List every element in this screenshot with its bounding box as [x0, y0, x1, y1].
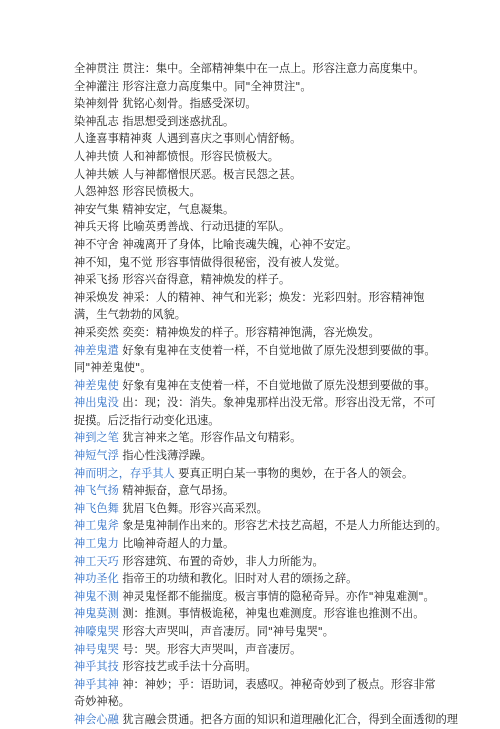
- idiom-definition: 神魂离开了身体，比喻丧魂失魄，心神不安定。: [122, 237, 358, 251]
- idiom-definition: 形容注意力高度集中。同"全神贯注"。: [122, 79, 312, 93]
- idiom-entry: [74, 429, 442, 447]
- idiom-entry: [74, 553, 442, 571]
- idiom-term-link[interactable]: 神号鬼哭: [74, 642, 119, 656]
- idiom-entry: [74, 465, 442, 483]
- idiom-entry: [74, 447, 442, 465]
- idiom-definition: 形容兴奋得意，精神焕发的样子。: [122, 273, 291, 287]
- idiom-definition: 指心性浅薄浮躁。: [122, 449, 212, 463]
- idiom-definition: 测：推测。事情极诡秘，神鬼也难测度。形容谁也推测不出。: [122, 607, 425, 621]
- idiom-term: 全神贯注: [74, 62, 119, 75]
- idiom-definition: 神灵鬼怪都不能揣度。极言事情的隐秘奇异。亦作"神鬼难测"。: [122, 589, 435, 603]
- idiom-term-link[interactable]: 神乎其神: [74, 677, 119, 691]
- idiom-definition: 号：哭。形容大声哭叫，声音凄厉。: [122, 642, 302, 656]
- idiom-term: 染神刻骨: [74, 97, 119, 111]
- idiom-term: 人逢喜事精神爽: [74, 132, 153, 146]
- idiom-term: 神兵天将: [74, 220, 119, 234]
- idiom-entry: [74, 711, 458, 729]
- idiom-definition: 指思想受到迷惑扰乱。: [122, 114, 235, 128]
- idiom-entry: [74, 148, 442, 166]
- idiom-term: 神采奕然: [74, 325, 119, 339]
- idiom-term: 全神灌注: [74, 79, 119, 93]
- idiom-term-link[interactable]: 神出鬼没: [74, 396, 119, 410]
- idiom-entry: [74, 394, 442, 429]
- idiom-definition: 人遇到喜庆之事则心情舒畅。: [155, 132, 302, 146]
- idiom-term-link[interactable]: 神鬼不测: [74, 589, 119, 603]
- idiom-entry: [74, 130, 442, 148]
- idiom-entry: [74, 218, 442, 236]
- idiom-definition: 形容技艺或手法十分高明。: [122, 660, 257, 674]
- idiom-definition: 形容建筑、布置的奇妙，非人力所能为。: [122, 554, 324, 568]
- idiom-definition: 形容事情做得很秘密，没有被人发觉。: [155, 255, 347, 269]
- idiom-definition: 犹言神来之笔。形容作品文句精彩。: [122, 431, 302, 445]
- idiom-definition: 象是鬼神制作出来的。形容艺术技艺高超，不是人力所能达到的。: [122, 519, 447, 533]
- idiom-definition: 好象有鬼神在支使着一样，不自觉地做了原先没想到要做的事。同"神差鬼使"。: [74, 343, 436, 375]
- idiom-entry: [74, 183, 442, 201]
- idiom-definition: 形容大声哭叫，声音凄厉。同"神号鬼哭"。: [122, 625, 334, 638]
- idiom-term-link[interactable]: 神功圣化: [74, 572, 119, 586]
- idiom-term: 神不知，鬼不觉: [74, 255, 153, 269]
- idiom-definition: 犹言融会贯通。把各方面的知识和道理融化汇合，得到全面透彻的理: [122, 712, 458, 726]
- idiom-definition: 好象有鬼神在支使着一样，不自觉地做了原先没想到要做的事。: [122, 378, 436, 392]
- idiom-term: 神不守舍: [74, 237, 119, 251]
- idiom-entry: [74, 588, 442, 606]
- idiom-term-link[interactable]: 神短气浮: [74, 449, 119, 463]
- idiom-term-link[interactable]: 神差鬼使: [74, 378, 119, 392]
- idiom-term: 人怨神怒: [74, 185, 119, 199]
- idiom-term-link[interactable]: 神乎其技: [74, 660, 119, 674]
- idiom-term-link[interactable]: 神工天巧: [74, 554, 119, 568]
- idiom-definition: 要真正明白某一事物的奥妙，在于各人的领会。: [178, 466, 414, 480]
- idiom-entry: [74, 517, 447, 535]
- idiom-entry: [74, 254, 442, 272]
- idiom-entry: [74, 605, 442, 623]
- idiom-term-link[interactable]: 神工鬼力: [74, 537, 119, 551]
- idiom-term-link[interactable]: 神飞气扬: [74, 484, 119, 498]
- idiom-definition: 人与神都憎恨厌恶。极言民怨之甚。: [122, 167, 302, 181]
- idiom-term-link[interactable]: 神而明之，存乎其人: [74, 466, 175, 480]
- idiom-entry: [74, 78, 442, 96]
- idiom-definition: 比喻英勇善战、行动迅捷的军队。: [122, 220, 291, 234]
- idiom-entry: [74, 95, 442, 113]
- idiom-term: 人神共嫉: [74, 167, 119, 181]
- idiom-term-link[interactable]: 神飞色舞: [74, 501, 119, 515]
- idiom-definition: 犹铭心刻骨。指感受深切。: [122, 97, 257, 111]
- idiom-entry: [74, 113, 442, 131]
- idiom-term-link[interactable]: 神鬼莫测: [74, 607, 119, 621]
- idiom-entry: [74, 641, 442, 659]
- idiom-term: 神采飞扬: [74, 273, 119, 287]
- idiom-definition: 神采：人的精神、神气和光彩；焕发：光彩四射。形容精神饱满，生气勃勃的风貌。: [74, 290, 425, 322]
- idiom-entry: [74, 324, 442, 342]
- idiom-entry: [74, 623, 442, 641]
- idiom-entry: [74, 676, 442, 711]
- idiom-definition: 比喻神奇超人的力量。: [122, 537, 235, 551]
- idiom-definition: 犹眉飞色舞。形容兴高采烈。: [122, 501, 268, 515]
- idiom-entry: [74, 60, 442, 78]
- idiom-entry: [74, 500, 442, 518]
- idiom-definition: 奕奕：精神焕发的样子。形容精神饱满，容光焕发。: [122, 325, 380, 339]
- idiom-term: 染神乱志: [74, 114, 119, 128]
- idiom-entry: [74, 289, 442, 324]
- idiom-term: 人神共愤: [74, 149, 119, 163]
- idiom-entry: [74, 482, 442, 500]
- idiom-entry: [74, 271, 442, 289]
- idiom-definition: 人和神都愤恨。形容民愤极大。: [122, 149, 279, 163]
- idiom-entry: [74, 535, 442, 553]
- idiom-list: [74, 60, 458, 729]
- idiom-definition: 贯注：集中。全部精神集中在一点上。形容注意力高度集中。: [122, 62, 425, 75]
- idiom-term-link[interactable]: 神到之笔: [74, 431, 119, 445]
- idiom-term-link[interactable]: 神差鬼遣: [74, 343, 119, 357]
- idiom-term-link[interactable]: 神工鬼斧: [74, 519, 119, 533]
- idiom-definition: 指帝王的功绩和教化。旧时对人君的颂扬之辞。: [122, 572, 358, 586]
- idiom-entry: [74, 570, 442, 588]
- idiom-entry: [74, 201, 442, 219]
- idiom-term-link[interactable]: 神嚎鬼哭: [74, 625, 119, 638]
- idiom-definition: 精神振奋，意气昂扬。: [122, 484, 235, 498]
- idiom-entry: [74, 342, 442, 377]
- idiom-entry: [74, 658, 442, 676]
- idiom-term: 神采焕发: [74, 290, 119, 304]
- idiom-definition: 神：神妙；乎：语助词，表感叹。神秘奇妙到了极点。形容非常奇妙神秘。: [74, 677, 436, 709]
- idiom-term-link[interactable]: 神会心融: [74, 712, 119, 726]
- idiom-definition: 精神安定，气息凝集。: [122, 202, 235, 216]
- idiom-entry: [74, 377, 442, 395]
- idiom-entry: [74, 166, 442, 184]
- idiom-entry: [74, 236, 442, 254]
- idiom-definition: 形容民愤极大。: [122, 185, 201, 199]
- idiom-term: 神安气集: [74, 202, 119, 216]
- idiom-definition: 出：现；没：消失。象神鬼那样出没无常。形容出没无常，不可捉摸。后泛指行动变化迅速。: [74, 396, 436, 427]
